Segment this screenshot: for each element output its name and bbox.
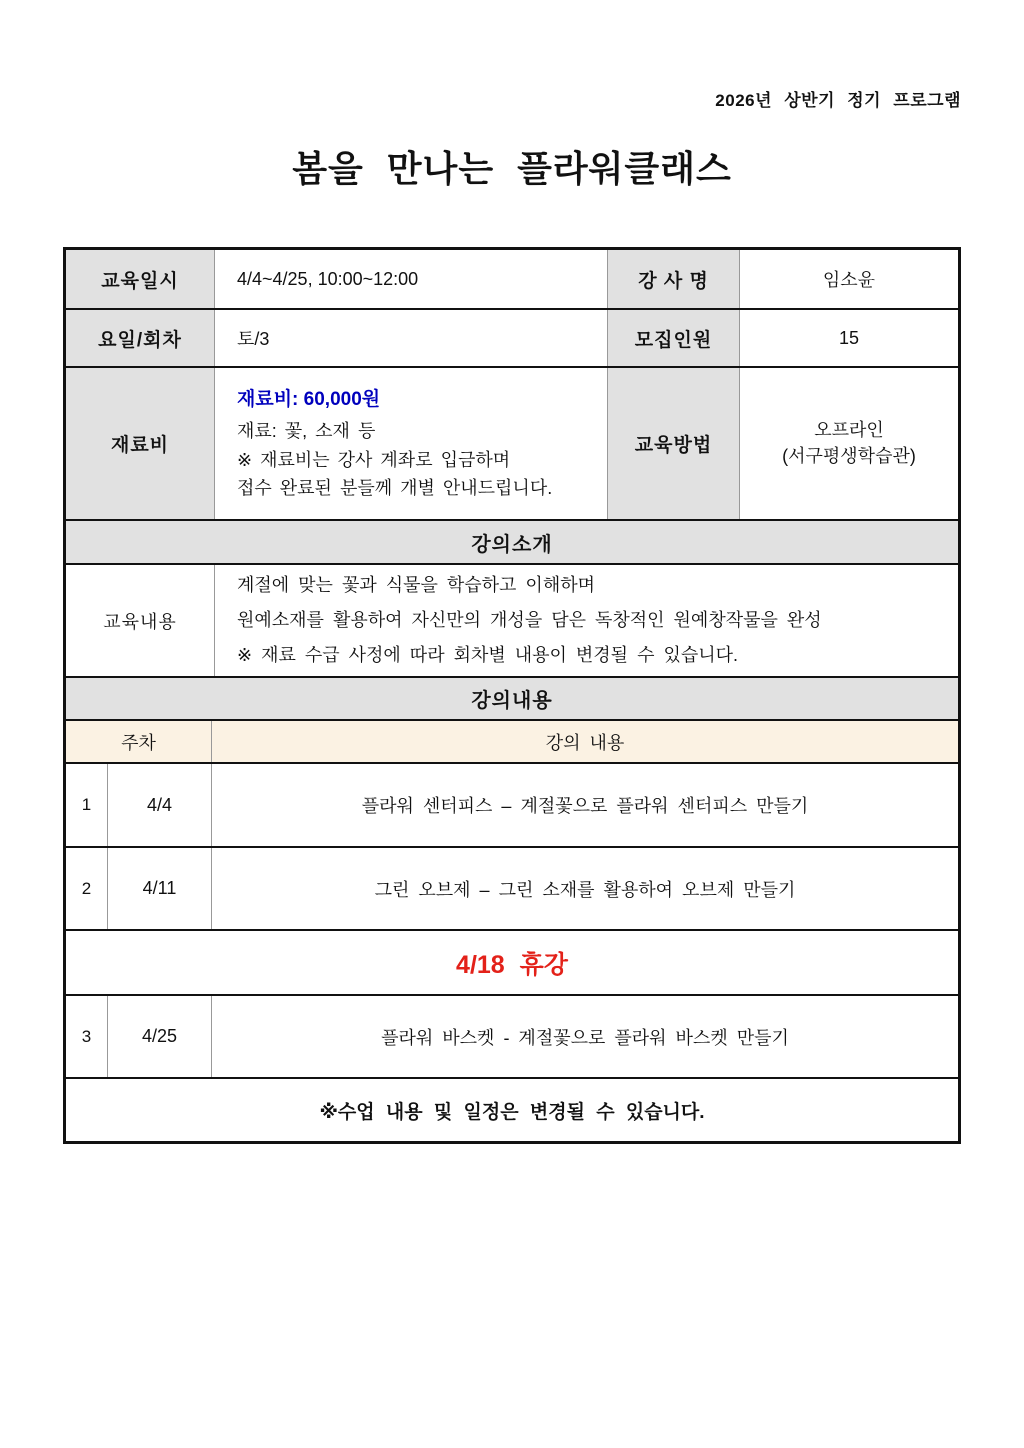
lecture-content-header: 강의내용 bbox=[66, 678, 958, 719]
program-info-table bbox=[63, 247, 961, 1144]
value-education-datetime: 4/4~4/25, 10:00~12:00 bbox=[214, 250, 607, 308]
week3-date: 4/25 bbox=[107, 996, 211, 1077]
cancel-notice: 4/18 휴강 bbox=[456, 950, 568, 979]
week3-content: 플라워 바스켓 - 계절꽃으로 플라워 바스켓 만들기 bbox=[211, 996, 958, 1077]
page-title: 봄을 만나는 플라워클래스 bbox=[292, 148, 732, 189]
lecture-intro-header: 강의소개 bbox=[66, 521, 958, 563]
week1-number: 1 bbox=[81, 795, 92, 814]
label-capacity: 모집인원 bbox=[607, 310, 739, 366]
label-material-fee: 재료비 bbox=[66, 368, 214, 519]
material-fee-line3: 접수 완료된 분들께 개별 안내드립니다. bbox=[237, 478, 553, 499]
footer-note: ※수업 내용 및 일정은 변경될 수 있습니다. bbox=[319, 1101, 705, 1123]
value-education-method bbox=[739, 368, 958, 519]
schedule-row-week1 bbox=[66, 762, 958, 846]
week3-number: 3 bbox=[81, 1026, 92, 1046]
schedule-footer-row bbox=[66, 1077, 958, 1141]
label-education-method: 교육방법 bbox=[607, 368, 739, 519]
value-instructor-name: 임소윤 bbox=[739, 250, 958, 308]
section-lecture-content bbox=[66, 676, 958, 719]
week1-date: 4/4 bbox=[107, 764, 211, 846]
value-day-sessions: 토/3 bbox=[214, 310, 607, 366]
value-capacity: 15 bbox=[739, 310, 958, 366]
program-label: 2026년 상반기 정기 프로그램 bbox=[715, 91, 961, 110]
column-header-content: 강의 내용 bbox=[211, 721, 958, 762]
row-education-content bbox=[66, 563, 958, 676]
schedule-row-cancel bbox=[66, 929, 958, 994]
row-day-sessions bbox=[66, 308, 958, 366]
row-material-fee bbox=[66, 366, 958, 519]
week2-content: 그린 오브제 – 그린 소재를 활용하여 오브제 만들기 bbox=[211, 848, 958, 929]
label-education-content: 교육내용 bbox=[103, 611, 177, 632]
material-fee-line1: 재료: 꽃, 소재 등 bbox=[237, 420, 376, 441]
education-content-line2: 원예소재를 활용하여 자신만의 개성을 담은 독창적인 원예창작물을 완성 bbox=[237, 609, 822, 630]
schedule-header-row bbox=[66, 719, 958, 762]
label-day-sessions: 요일/회차 bbox=[66, 310, 214, 366]
education-content-line1: 계절에 맞는 꽃과 식물을 학습하고 이해하며 bbox=[237, 574, 595, 595]
education-method-line2: (서구평생학습관) bbox=[782, 445, 916, 466]
schedule-row-week3 bbox=[66, 994, 958, 1077]
label-instructor-name: 강 사 명 bbox=[607, 250, 739, 308]
schedule-row-week2 bbox=[66, 846, 958, 929]
week2-date: 4/11 bbox=[107, 848, 211, 929]
row-education-datetime bbox=[66, 250, 958, 308]
material-fee-amount: 재료비: 60,000원 bbox=[237, 388, 381, 410]
label-education-datetime: 교육일시 bbox=[66, 250, 214, 308]
column-header-week: 주차 bbox=[121, 732, 156, 753]
week2-number: 2 bbox=[81, 878, 92, 898]
week1-content: 플라워 센터피스 – 계절꽃으로 플라워 센터피스 만들기 bbox=[211, 764, 958, 846]
education-content-line3: ※ 재료 수급 사정에 따라 회차별 내용이 변경될 수 있습니다. bbox=[237, 645, 739, 666]
value-material-fee bbox=[214, 368, 607, 519]
value-education-content bbox=[214, 565, 958, 676]
education-method-line1: 오프라인 bbox=[814, 420, 884, 441]
section-lecture-intro bbox=[66, 519, 958, 563]
material-fee-line2: ※ 재료비는 강사 계좌로 입금하며 bbox=[237, 449, 511, 470]
